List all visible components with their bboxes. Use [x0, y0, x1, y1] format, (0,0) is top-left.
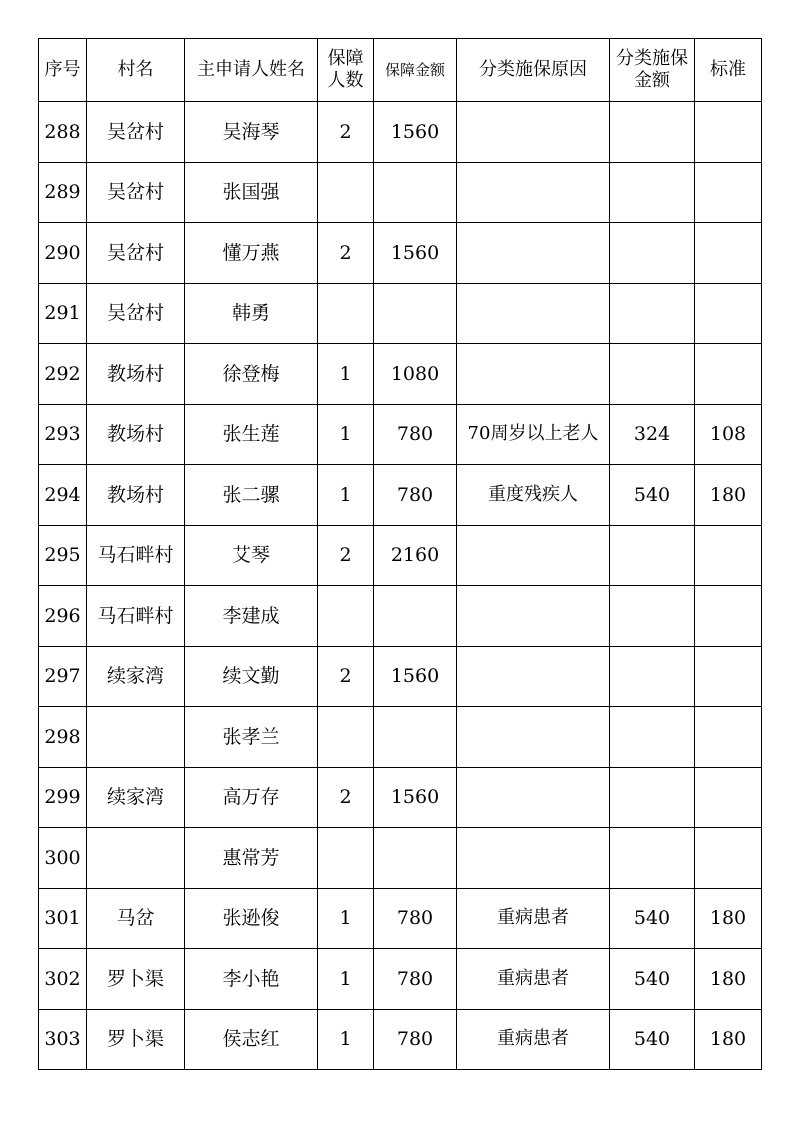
table-row — [39, 465, 762, 526]
cell-village: 马石畔村 — [87, 586, 185, 647]
cell-category-reason: 重病患者 — [457, 1009, 610, 1070]
table-row — [39, 102, 762, 163]
cell-applicant: 侯志红 — [185, 1009, 318, 1070]
header-applicant: 主申请人姓名 — [185, 39, 318, 102]
cell-covered-count: 2 — [318, 646, 374, 707]
cell-category-amount — [610, 828, 695, 889]
cell-category-reason — [457, 586, 610, 647]
cell-covered-count: 1 — [318, 404, 374, 465]
table-row — [39, 888, 762, 949]
cell-category-amount: 540 — [610, 949, 695, 1010]
cell-seq: 289 — [39, 162, 87, 223]
cell-category-reason — [457, 162, 610, 223]
cell-covered-count — [318, 586, 374, 647]
cell-category-amount — [610, 586, 695, 647]
cell-standard: 180 — [695, 465, 762, 526]
table-row — [39, 1009, 762, 1070]
cell-category-amount: 540 — [610, 888, 695, 949]
cell-applicant: 艾琴 — [185, 525, 318, 586]
cell-category-reason — [457, 828, 610, 889]
cell-applicant: 李小艳 — [185, 949, 318, 1010]
cell-category-amount — [610, 102, 695, 163]
cell-applicant: 懂万燕 — [185, 223, 318, 284]
table-row — [39, 646, 762, 707]
table-body — [39, 102, 762, 1070]
cell-applicant: 吴海琴 — [185, 102, 318, 163]
cell-standard: 180 — [695, 888, 762, 949]
cell-village: 吴岔村 — [87, 162, 185, 223]
cell-category-reason — [457, 646, 610, 707]
cell-covered-amount: 780 — [374, 404, 457, 465]
cell-seq: 301 — [39, 888, 87, 949]
cell-covered-amount: 1560 — [374, 646, 457, 707]
cell-category-amount — [610, 525, 695, 586]
cell-village: 罗卜渠 — [87, 1009, 185, 1070]
cell-category-reason — [457, 344, 610, 405]
cell-seq: 290 — [39, 223, 87, 284]
cell-covered-count — [318, 707, 374, 768]
cell-category-amount: 540 — [610, 465, 695, 526]
table-row — [39, 404, 762, 465]
cell-category-reason: 重病患者 — [457, 949, 610, 1010]
cell-covered-count: 1 — [318, 949, 374, 1010]
cell-applicant: 张二骡 — [185, 465, 318, 526]
cell-category-amount: 540 — [610, 1009, 695, 1070]
table-row — [39, 525, 762, 586]
cell-covered-amount: 780 — [374, 949, 457, 1010]
cell-applicant: 惠常芳 — [185, 828, 318, 889]
cell-covered-amount — [374, 283, 457, 344]
cell-standard: 180 — [695, 949, 762, 1010]
cell-covered-amount: 780 — [374, 888, 457, 949]
cell-village: 罗卜渠 — [87, 949, 185, 1010]
cell-standard — [695, 162, 762, 223]
cell-applicant: 续文勤 — [185, 646, 318, 707]
cell-seq: 302 — [39, 949, 87, 1010]
cell-applicant: 李建成 — [185, 586, 318, 647]
header-village: 村名 — [87, 39, 185, 102]
table-row — [39, 283, 762, 344]
cell-category-reason: 重病患者 — [457, 888, 610, 949]
cell-standard: 108 — [695, 404, 762, 465]
table-row — [39, 223, 762, 284]
cell-category-amount — [610, 344, 695, 405]
cell-category-reason — [457, 707, 610, 768]
cell-covered-amount: 1560 — [374, 223, 457, 284]
table-row — [39, 162, 762, 223]
cell-seq: 288 — [39, 102, 87, 163]
cell-village: 续家湾 — [87, 646, 185, 707]
cell-seq: 298 — [39, 707, 87, 768]
cell-village: 吴岔村 — [87, 102, 185, 163]
cell-village: 吴岔村 — [87, 223, 185, 284]
cell-covered-amount — [374, 707, 457, 768]
cell-seq: 300 — [39, 828, 87, 889]
cell-standard — [695, 223, 762, 284]
cell-village: 教场村 — [87, 404, 185, 465]
cell-category-reason — [457, 102, 610, 163]
table-row — [39, 828, 762, 889]
cell-standard — [695, 344, 762, 405]
cell-applicant: 张孝兰 — [185, 707, 318, 768]
table-row — [39, 344, 762, 405]
cell-village: 教场村 — [87, 344, 185, 405]
cell-seq: 292 — [39, 344, 87, 405]
cell-standard: 180 — [695, 1009, 762, 1070]
cell-covered-count — [318, 162, 374, 223]
cell-applicant: 张逊俊 — [185, 888, 318, 949]
cell-covered-amount: 780 — [374, 1009, 457, 1070]
header-seq: 序号 — [39, 39, 87, 102]
cell-covered-count: 2 — [318, 223, 374, 284]
cell-standard — [695, 707, 762, 768]
header-covered-amount: 保障金额 — [374, 39, 457, 102]
cell-category-reason — [457, 767, 610, 828]
header-category-amount: 分类施保金额 — [610, 39, 695, 102]
cell-applicant: 韩勇 — [185, 283, 318, 344]
table-row — [39, 707, 762, 768]
cell-category-amount — [610, 646, 695, 707]
cell-village: 教场村 — [87, 465, 185, 526]
cell-standard — [695, 646, 762, 707]
cell-covered-count — [318, 283, 374, 344]
cell-standard — [695, 586, 762, 647]
cell-covered-count: 2 — [318, 767, 374, 828]
cell-covered-amount — [374, 586, 457, 647]
cell-covered-count: 2 — [318, 102, 374, 163]
header-standard: 标准 — [695, 39, 762, 102]
cell-seq: 294 — [39, 465, 87, 526]
table-row — [39, 949, 762, 1010]
cell-village: 吴岔村 — [87, 283, 185, 344]
cell-applicant: 张生莲 — [185, 404, 318, 465]
cell-covered-amount: 1080 — [374, 344, 457, 405]
table-row — [39, 586, 762, 647]
cell-category-amount — [610, 223, 695, 284]
cell-applicant: 张国强 — [185, 162, 318, 223]
cell-covered-amount — [374, 828, 457, 889]
cell-category-amount — [610, 767, 695, 828]
cell-standard — [695, 283, 762, 344]
cell-standard — [695, 828, 762, 889]
cell-covered-count: 1 — [318, 888, 374, 949]
cell-applicant: 高万存 — [185, 767, 318, 828]
cell-seq: 296 — [39, 586, 87, 647]
cell-covered-count: 1 — [318, 344, 374, 405]
cell-village: 马岔 — [87, 888, 185, 949]
cell-village: 马石畔村 — [87, 525, 185, 586]
cell-covered-amount: 780 — [374, 465, 457, 526]
cell-category-amount — [610, 707, 695, 768]
cell-category-reason: 70周岁以上老人 — [457, 404, 610, 465]
cell-standard — [695, 767, 762, 828]
header-covered-count: 保障人数 — [318, 39, 374, 102]
cell-seq: 293 — [39, 404, 87, 465]
header-category-reason: 分类施保原因 — [457, 39, 610, 102]
cell-village — [87, 707, 185, 768]
table-header-row — [39, 39, 762, 102]
table-row — [39, 767, 762, 828]
assistance-roster-table — [38, 38, 762, 1070]
cell-covered-amount — [374, 162, 457, 223]
cell-seq: 291 — [39, 283, 87, 344]
cell-applicant: 徐登梅 — [185, 344, 318, 405]
cell-seq: 297 — [39, 646, 87, 707]
cell-seq: 303 — [39, 1009, 87, 1070]
cell-seq: 295 — [39, 525, 87, 586]
cell-village — [87, 828, 185, 889]
cell-category-reason — [457, 525, 610, 586]
cell-category-amount — [610, 283, 695, 344]
cell-seq: 299 — [39, 767, 87, 828]
cell-covered-amount: 1560 — [374, 767, 457, 828]
cell-village: 续家湾 — [87, 767, 185, 828]
cell-category-reason — [457, 283, 610, 344]
cell-category-amount — [610, 162, 695, 223]
cell-category-reason — [457, 223, 610, 284]
cell-covered-count: 1 — [318, 1009, 374, 1070]
cell-covered-count — [318, 828, 374, 889]
cell-category-reason: 重度残疾人 — [457, 465, 610, 526]
cell-covered-count: 1 — [318, 465, 374, 526]
cell-covered-amount: 1560 — [374, 102, 457, 163]
cell-covered-amount: 2160 — [374, 525, 457, 586]
cell-standard — [695, 102, 762, 163]
cell-covered-count: 2 — [318, 525, 374, 586]
cell-standard — [695, 525, 762, 586]
cell-category-amount: 324 — [610, 404, 695, 465]
